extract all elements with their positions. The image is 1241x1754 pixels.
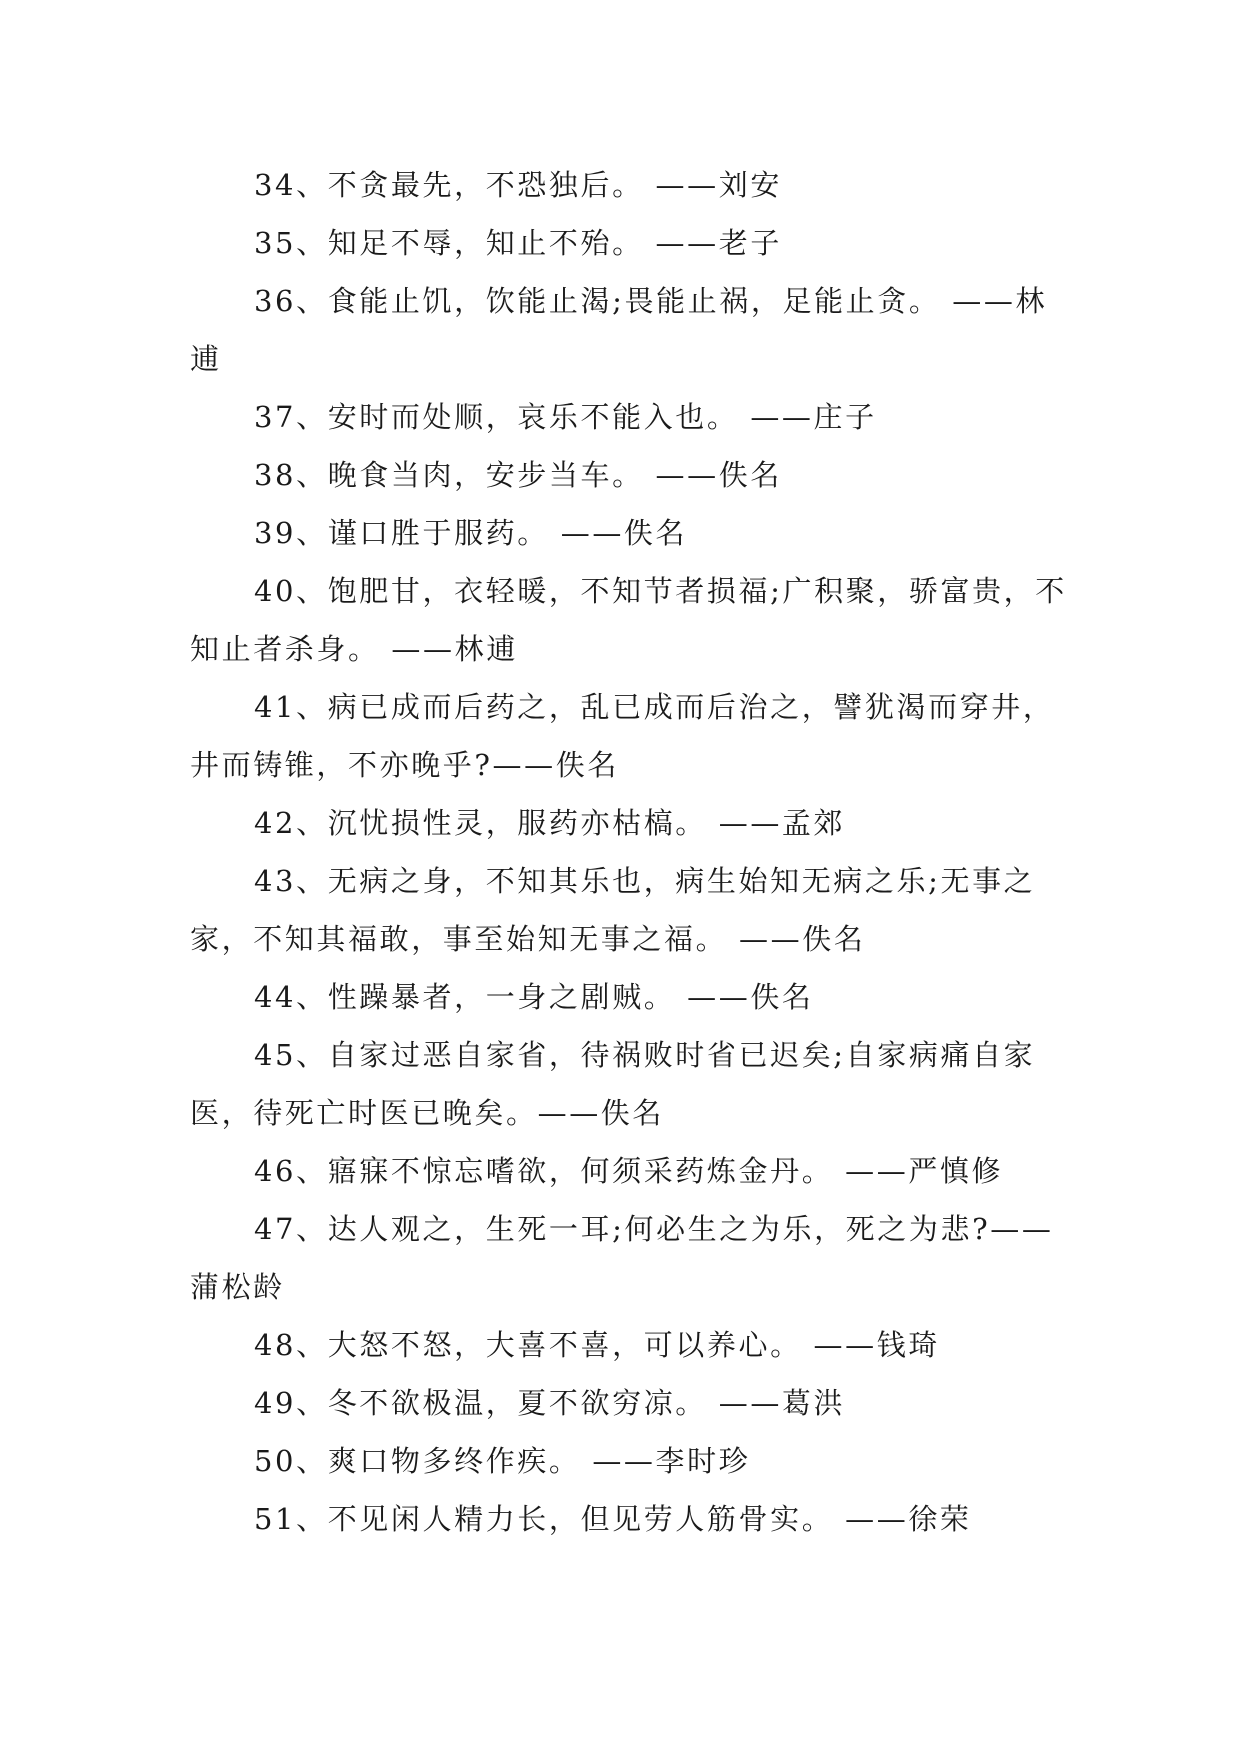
quote-42: 42、沉忧损性灵，服药亦枯槁。 ——孟郊 bbox=[254, 806, 846, 840]
quote-35: 35、知足不辱，知止不殆。 ——老子 bbox=[254, 226, 782, 260]
quote-51: 51、不见闲人精力长，但见劳人筋骨实。 ——徐荣 bbox=[254, 1502, 972, 1536]
quote-39: 39、谨口胜于服药。 ——佚名 bbox=[254, 516, 688, 550]
quote-48: 48、大怒不怒，大喜不喜，可以养心。 ——钱琦 bbox=[254, 1328, 940, 1362]
quote-46: 46、寤寐不惊忘嗜欲，何须采药炼金丹。 ——严慎修 bbox=[254, 1154, 1004, 1188]
quote-49: 49、冬不欲极温，夏不欲穷凉。 ——葛洪 bbox=[254, 1386, 846, 1420]
quote-list bbox=[190, 156, 1070, 1548]
quote-34: 34、不贪最先，不恐独后。 ——刘安 bbox=[254, 168, 782, 202]
quote-37: 37、安时而处顺，哀乐不能入也。 ——庄子 bbox=[254, 400, 877, 434]
quote-44: 44、性躁暴者，一身之剧贼。 ——佚名 bbox=[254, 980, 814, 1014]
quote-38: 38、晚食当肉，安步当车。 ——佚名 bbox=[254, 458, 782, 492]
quote-47: 47、达人观之，生死一耳;何必生之为乐，死之为悲?——蒲松龄 bbox=[190, 1212, 1054, 1304]
quote-40: 40、饱肥甘，衣轻暖，不知节者损福;广积聚，骄富贵，不知止者杀身。 ——林逋 bbox=[190, 574, 1067, 666]
quote-50: 50、爽口物多终作疾。 ——李时珍 bbox=[254, 1444, 751, 1478]
quote-43: 43、无病之身，不知其乐也，病生始知无病之乐;无事之家，不知其福敢，事至始知无事之福。 ——佚名 bbox=[190, 864, 1036, 956]
quote-41: 41、病已成而后药之，乱已成而后治之，譬犹渴而穿井，井而铸锥，不亦晚乎?——佚名 bbox=[190, 690, 1055, 782]
quote-36: 36、食能止饥，饮能止渴;畏能止祸，足能止贪。 ——林逋 bbox=[190, 284, 1048, 376]
quote-45: 45、自家过恶自家省，待祸败时省已迟矣;自家病痛自家医，待死亡时医已晚矣。——佚名 bbox=[190, 1038, 1036, 1130]
